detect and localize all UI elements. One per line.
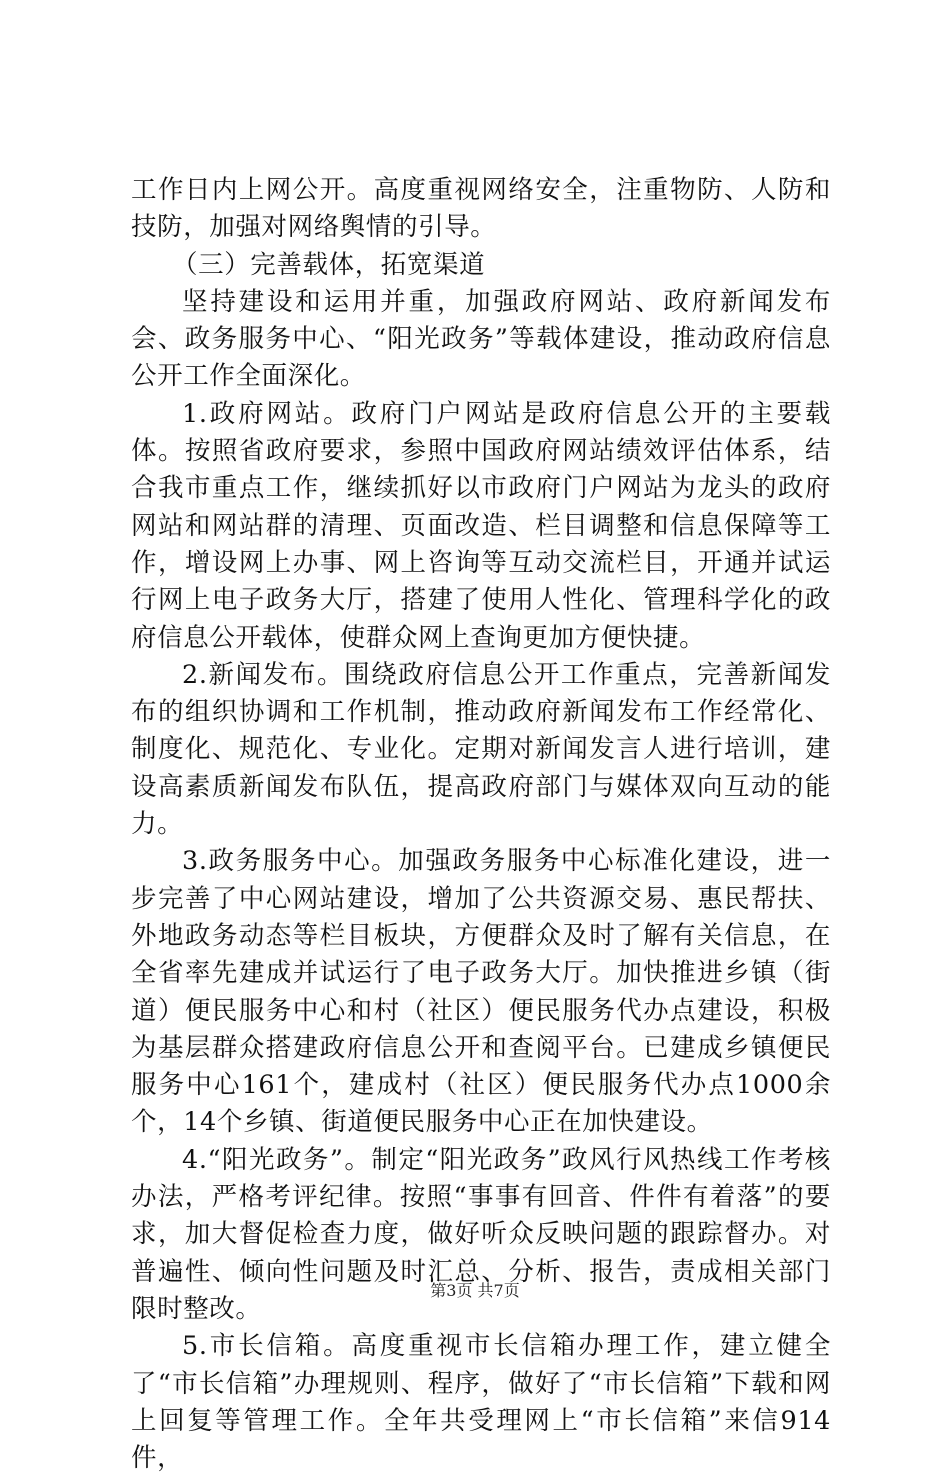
paragraph-mayor-mailbox: 5.市长信箱。高度重视市长信箱办理工作，建立健全了“市长信箱”办理规则、程序，做好了“市长信箱”下载和网上回复等管理工作。全年共受理网上“市长信箱”来信914件，	[131, 1331, 831, 1474]
paragraph-service-center: 3.政务服务中心。加强政务服务中心标准化建设，进一步完善了中心网站建设，增加了公共资源交易、惠民帮扶、外地政务动态等栏目板块，方便群众及时了解有关信息，在全省率先建成并试运行了电子政务大厅。加快推进乡镇（街道）便民服务中心和村（社区）便民服务代办点建设，积极为基层群众搭建政府信息公开和查阅平台。已建成乡镇便民服务中心161个，建成村（社区）便民服务代办点1000余个，14个乡镇、街道便民服务中心正在加快建设。	[131, 846, 831, 1138]
paragraph-continuation: 工作日内上网公开。高度重视网络安全，注重物防、人防和技防，加强对网络舆情的引导。	[131, 175, 831, 243]
paragraph-government-website: 1.政府网站。政府门户网站是政府信息公开的主要载体。按照省政府要求，参照中国政府网站绩效评估体系，结合我市重点工作，继续抓好以市政府门户网站为龙头的政府网站和网站群的清理、页面改造、栏目调整和信息保障等工作，增设网上办事、网上咨询等互动交流栏目，开通并试运行网上电子政务大厅，搭建了使用人性化、管理科学化的政府信息公开载体，使群众网上查询更加方便快捷。	[131, 398, 831, 653]
section-subheading: （三）完善载体，拓宽渠道	[172, 249, 486, 280]
paragraph-news-release: 2.新闻发布。围绕政府信息公开工作重点，完善新闻发布的组织协调和工作机制，推动政府新闻发布工作经常化、制度化、规范化、专业化。定期对新闻发言人进行培训，建设高素质新闻发布队伍，提高政府部门与媒体双向互动的能力。	[131, 659, 831, 840]
page-number-footer: 第3页 共7页	[430, 1281, 520, 1300]
paragraph-intro: 坚持建设和运用并重，加强政府网站、政府新闻发布会、政务服务中心、“阳光政务”等载体建设，推动政府信息公开工作全面深化。	[131, 286, 831, 392]
paragraph-sunshine-government: 4.“阳光政务”。制定“阳光政务”政风行风热线工作考核办法，严格考评纪律。按照“事事有回音、件件有着落”的要求，加大督促检查力度，做好听众反映问题的跟踪督办。对普遍性、倾向性问题及时汇总、分析、报告，责成相关部门限时整改。	[131, 1144, 831, 1324]
